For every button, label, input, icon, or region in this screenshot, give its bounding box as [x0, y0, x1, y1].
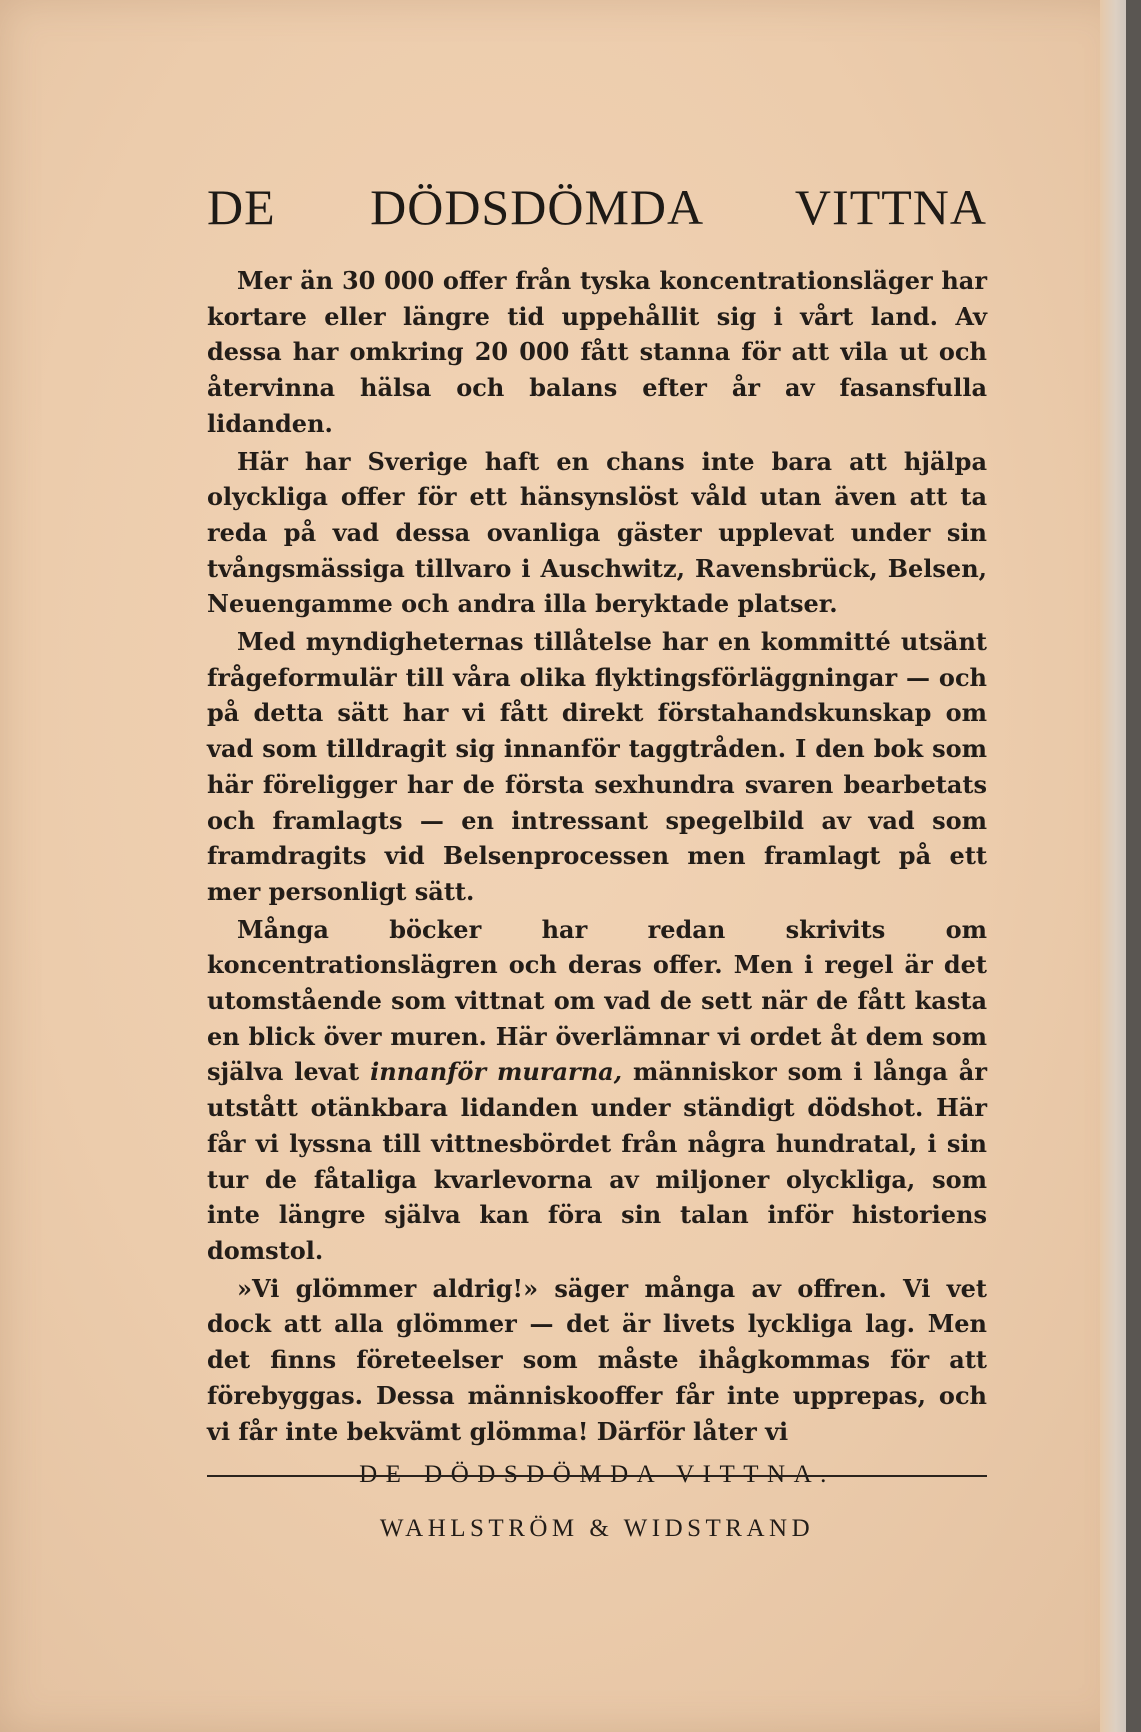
publisher-name: WAHLSTRÖM & WIDSTRAND: [379, 1515, 815, 1542]
paragraph-4-italic: innanför murarna,: [370, 1057, 623, 1087]
paragraph-3: Med myndigheternas tillåtelse har en kommitté utsänt frågeformulär till våra olika flyktingsförläggningar — och på detta sätt har vi fått direkt förstahandskunskap om vad som tilldragit sig innanför taggtråden. I den bok som här föreligger har de första sexhundra svaren bearbetats och framlagts — en intressant spegelbild av vad som framdragits vid Belsenprocessen men framlagt på ett mer personligt sätt.: [207, 627, 987, 906]
paragraph-4: [207, 912, 987, 1269]
book-title: DE DÖDSDÖMDA VITTNA: [207, 179, 987, 235]
closing-line: DE DÖDSDÖMDA VITTNA.: [359, 1461, 835, 1489]
paragraph-2: Här har Sverige haft en chans inte bara att hjälpa olyckliga offer för ett hänsynslöst våld utan även att ta reda på vad dessa ovanliga gäster upplevat under sin tvångsmässiga tillvaro i Auschwitz, Ravensbrück, Belsen, Neuengamme och andra illa beryktade platser.: [207, 446, 987, 619]
paragraph-4-after: människor som i långa år utstått otänkbara lidanden under ständigt dödshot. Här får vi lyssna till vittnesbördet från några hundratal, i sin tur de fåtaliga kvarlevorna av miljoner olyckliga, som inte längre själva kan föra sin talan inför historiens domstol.: [207, 1057, 987, 1265]
paragraph-4-before: Många böcker har redan skrivits om koncentrationslägren och deras offer. Men i regel är det utomstående som vittnat om vad de sett när de fått kasta en blick över muren. Här överlämnar vi ordet åt dem som själva levat: [207, 914, 987, 1087]
cover-edge: [1100, 0, 1126, 1732]
paragraph-1: Mer än 30 000 offer från tyska koncentrationsläger har kortare eller längre tid uppehållit sig i vårt land. Av dessa har omkring 20 000 fått stanna för att vila ut och återvinna hälsa och balans efter år av fasansfulla lidanden.: [207, 266, 987, 438]
paragraph-5: »Vi glömmer aldrig!» säger många av offren. Vi vet dock att alla glömmer — det är livets lyckliga lag. Men det finns företeelser som måste ihågkommas för att förebyggas. Dessa människooffer får inte upprepas, och vi får inte bekvämt glömma! Därför låter vi: [207, 1273, 987, 1446]
divider-rule: [207, 1475, 987, 1477]
cover-text: [207, 180, 987, 1489]
